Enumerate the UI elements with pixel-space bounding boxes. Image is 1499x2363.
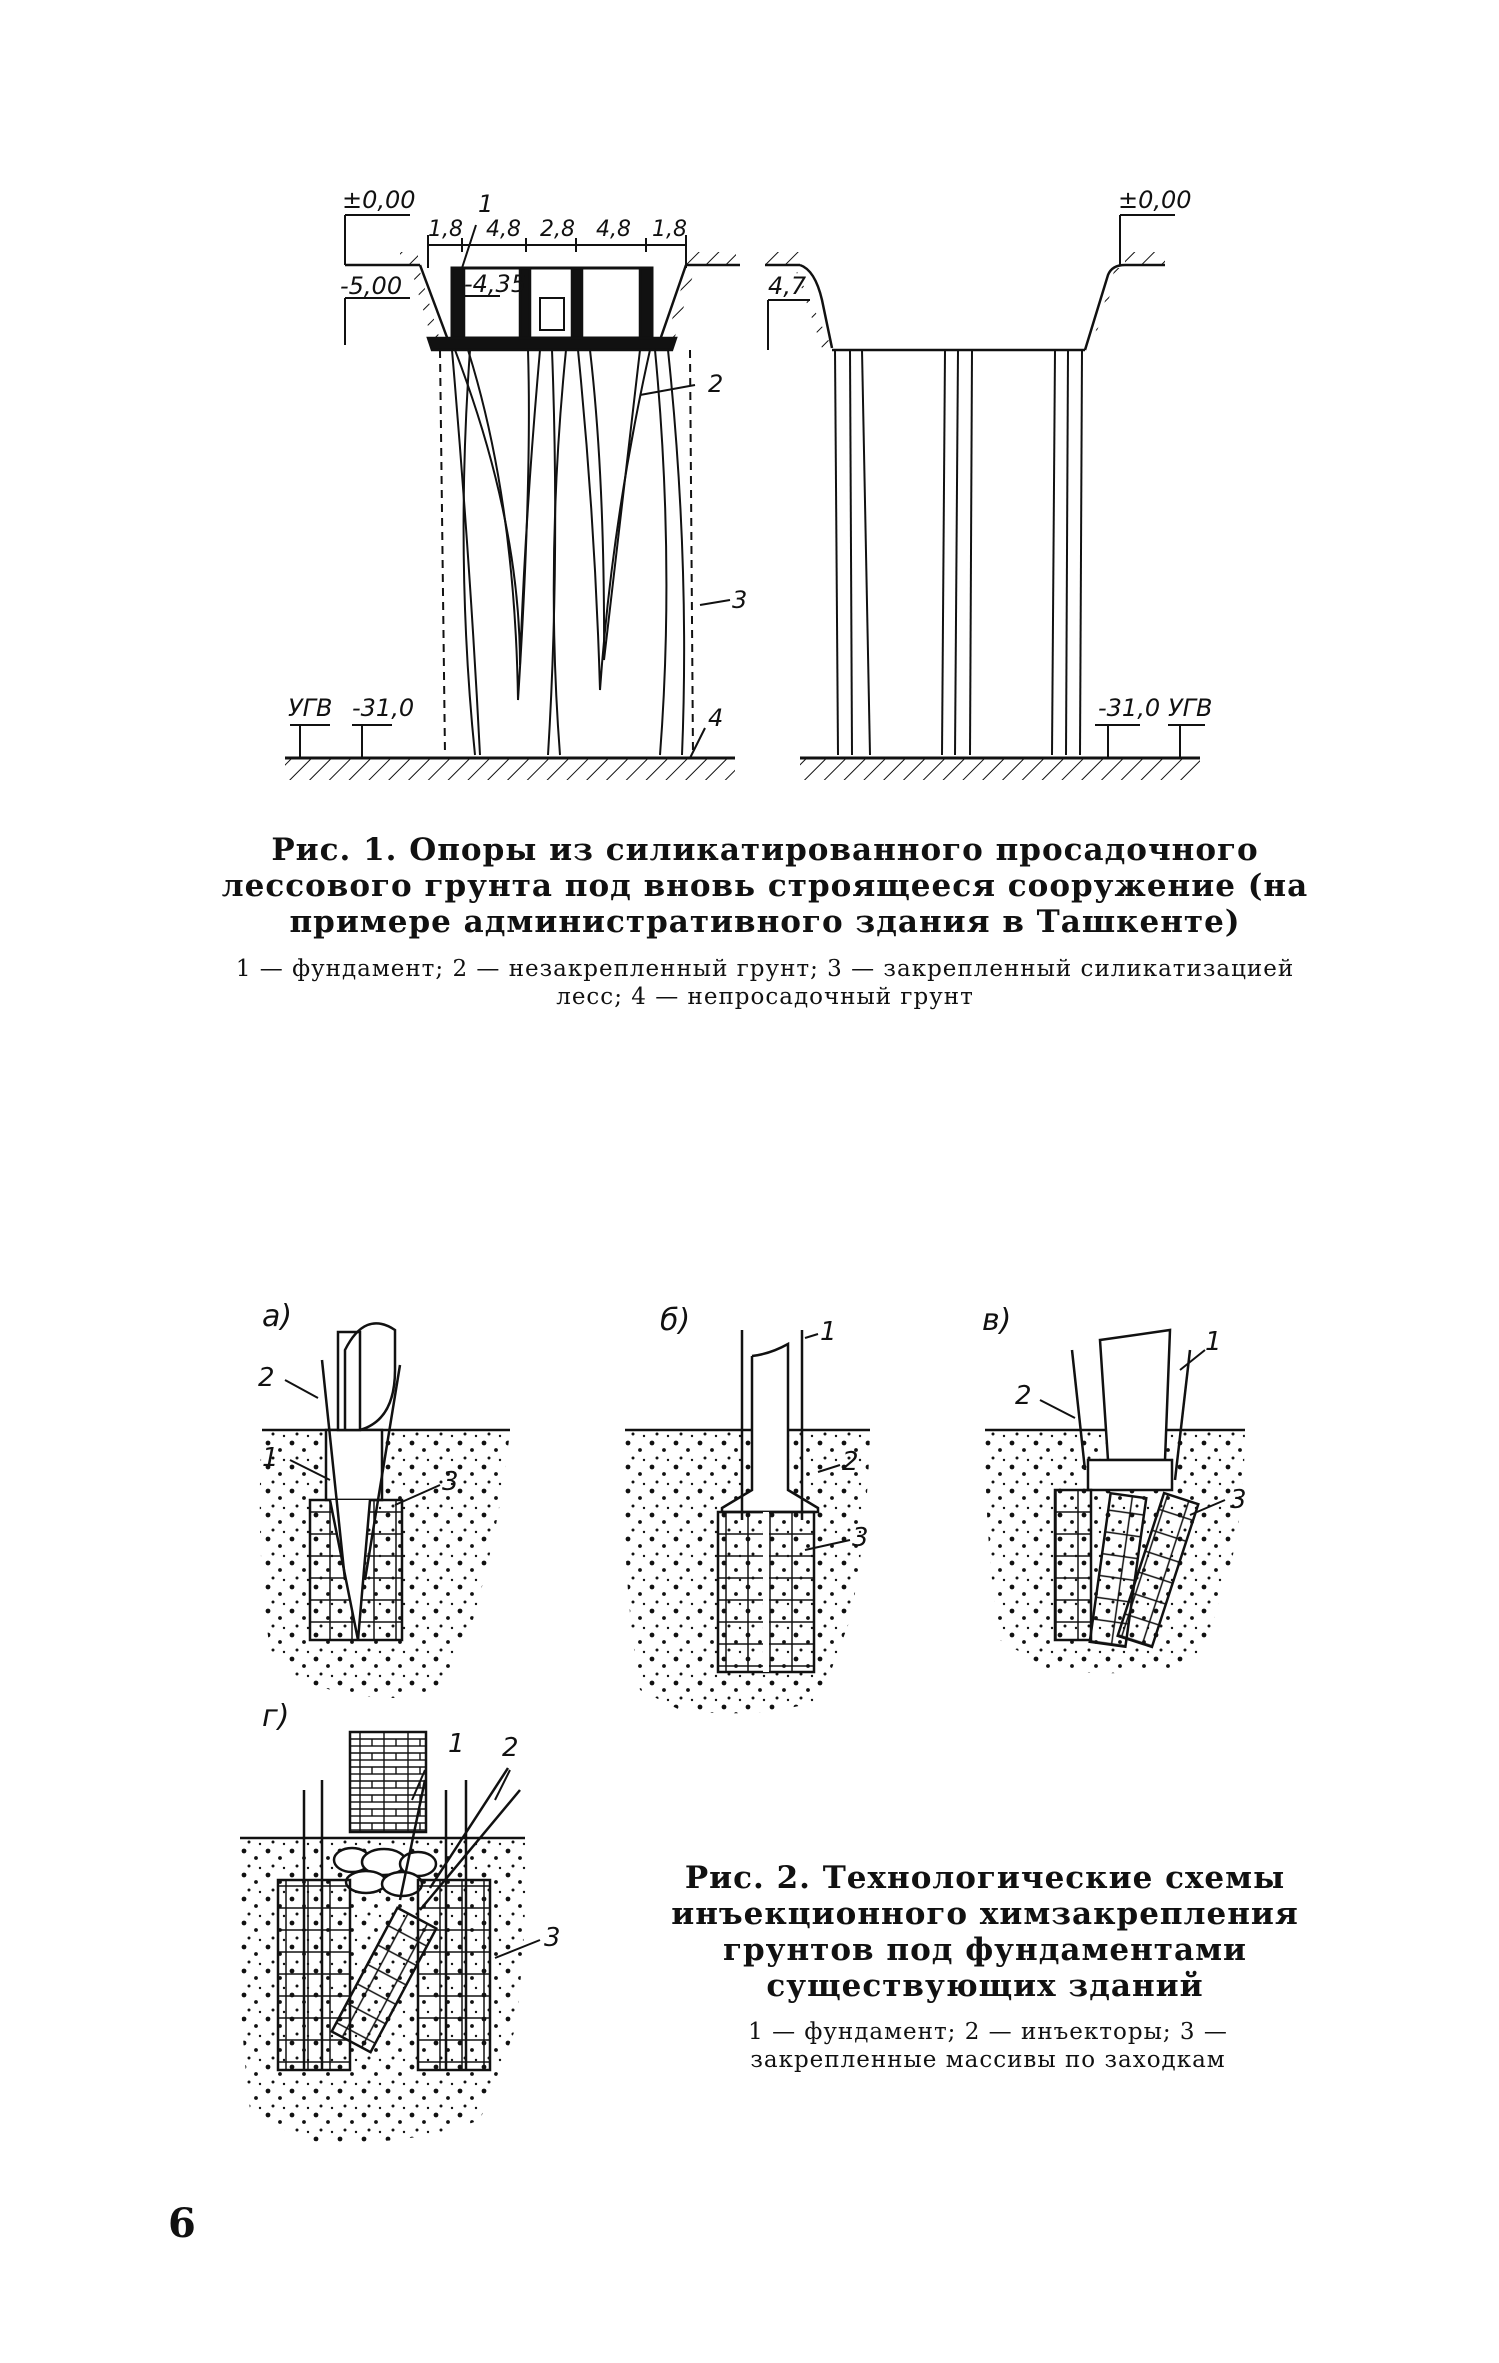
fig1-left-ugv: УГВ: [288, 694, 333, 722]
figure-1-legend: 1 — фундамент; 2 — незакрепленный грунт; 3 — закрепленный силикатизацией лесс; 4 — непросадочный грунт: [235, 956, 1295, 1010]
fig2-panel-g-tag: г): [262, 1699, 290, 1734]
figure-1-caption: Рис. 1. Опоры из силикатированного просадочного лессового грунта под вновь строящееся сооружение (на примере административного здания в Ташкенте): [221, 832, 1309, 940]
fig1-left-zero: ±0,00: [342, 186, 416, 214]
fig1-left-depth5: -5,00: [340, 272, 403, 300]
fig2-panel-b-label-1: 1: [820, 1317, 837, 1347]
fig2-panel-g-label-2: 2: [502, 1733, 519, 1763]
fig1-right-depth47: 4,7: [768, 272, 807, 300]
fig2-panel-b-label-2: 2: [842, 1447, 859, 1477]
fig2-panel-v-label-3: 3: [1230, 1485, 1247, 1515]
fig1-dim-4: 4,8: [596, 217, 631, 242]
fig2-panel-a-tag: а): [262, 1299, 293, 1334]
fig2-panel-v-label-1: 1: [1205, 1327, 1222, 1357]
fig1-dim-3: 2,8: [540, 217, 575, 242]
fig2-panel-a-label-3: 3: [442, 1467, 459, 1497]
fig2-panel-g-label-1: 1: [448, 1729, 465, 1759]
fig1-dim-1: 1,8: [428, 217, 463, 242]
fig1-dim-2: 4,8: [486, 217, 521, 242]
fig1-left-depth31: -31,0: [352, 694, 415, 722]
fig2-panel-b-label-3: 3: [852, 1523, 869, 1553]
fig1-right-depth31: -31,0: [1098, 694, 1161, 722]
fig2-panel-v-tag: в): [982, 1303, 1012, 1338]
fig1-marker-1: 1: [478, 190, 494, 218]
figure-2-legend: 1 — фундамент; 2 — инъекторы; 3 — закрепленные массивы по заходкам: [748, 2019, 1228, 2073]
fig2-panel-v-label-2: 2: [1015, 1381, 1032, 1411]
fig1-label-4: 4: [708, 704, 724, 732]
fig1-label-2: 2: [708, 370, 724, 398]
figure-2-caption: Рис. 2. Технологические схемы инъекционного химзакрепления грунтов под фундаментами существующих зданий: [671, 1860, 1299, 2004]
fig2-panel-g: [239, 1732, 540, 2143]
page-number: 6: [168, 2200, 196, 2247]
fig2-panel-b-tag: б): [660, 1303, 691, 1338]
fig2-panel-a: [260, 1323, 510, 1698]
fig1-right-zero: ±0,00: [1118, 186, 1192, 214]
fig2-panel-b: [624, 1330, 870, 1713]
fig1-label-3: 3: [732, 586, 748, 614]
fig1-right-ugv: УГВ: [1168, 694, 1213, 722]
fig2-panel-g-label-3: 3: [544, 1923, 561, 1953]
fig2-panel-a-label-2: 2: [258, 1363, 275, 1393]
fig2-panel-a-label-1: 1: [262, 1443, 279, 1473]
fig1-dim-5: 1,8: [652, 217, 687, 242]
figure-1-drawing: [0, 0, 1499, 800]
fig1-left-depth435: -4,35: [464, 270, 527, 298]
